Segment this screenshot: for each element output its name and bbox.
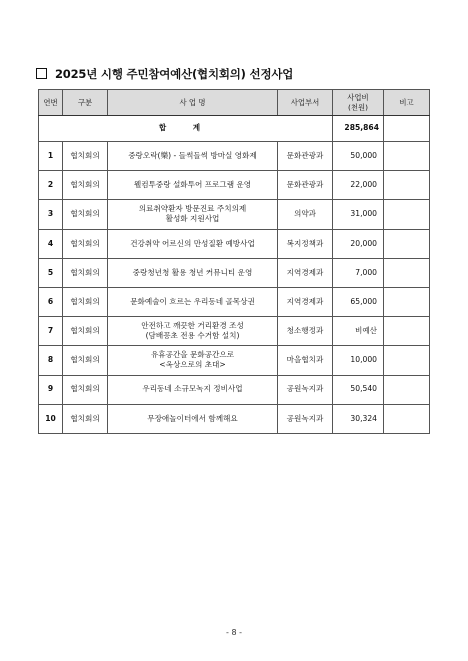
row-note [384,287,430,316]
row-dept: 공원녹지과 [278,404,333,433]
row-no: 2 [39,171,63,200]
project-table [38,89,430,434]
row-name: 문화예술이 흐르는 우리동네 골목상권 [108,287,278,316]
table-row [39,404,430,433]
header-name: 사 업 명 [108,90,278,116]
total-label: 합 계 [39,116,333,142]
row-note [384,404,430,433]
table-row [39,171,430,200]
row-budget: 31,000 [333,200,384,229]
header-budget: 사업비 (천원) [333,90,384,116]
row-dept: 마을협치과 [278,346,333,375]
row-budget: 10,000 [333,346,384,375]
row-no: 6 [39,287,63,316]
table-row [39,375,430,404]
total-note [384,116,430,142]
row-budget: 비예산 [333,317,384,346]
row-budget: 30,324 [333,404,384,433]
row-dept: 문화관광과 [278,171,333,200]
row-budget: 22,000 [333,171,384,200]
row-dept: 의약과 [278,200,333,229]
table-row [39,317,430,346]
page-number: - 8 - [226,628,242,637]
row-budget: 50,540 [333,375,384,404]
row-note [384,200,430,229]
row-name: 유휴공간을 문화공간으로 <옥상으로의 초대> [108,346,278,375]
row-dept: 지역경제과 [278,258,333,287]
row-note [384,317,430,346]
row-dept: 공원녹지과 [278,375,333,404]
row-name: 건강취약 어르신의 만성질환 예방사업 [108,229,278,258]
row-dept: 문화관광과 [278,142,333,171]
header-dept: 사업부서 [278,90,333,116]
row-no: 7 [39,317,63,346]
row-budget: 20,000 [333,229,384,258]
row-dept: 청소행정과 [278,317,333,346]
row-type: 협치회의 [63,258,108,287]
square-bullet-icon [36,68,47,79]
row-budget: 50,000 [333,142,384,171]
table-row [39,258,430,287]
row-type: 협치회의 [63,317,108,346]
row-dept: 지역경제과 [278,287,333,316]
row-type: 협치회의 [63,171,108,200]
row-dept: 복지정책과 [278,229,333,258]
row-type: 협치회의 [63,287,108,316]
row-note [384,375,430,404]
table-row [39,200,430,229]
header-note: 비고 [384,90,430,116]
table-row [39,229,430,258]
document-title [36,66,293,82]
row-note [384,258,430,287]
title-text: 2025년 시행 주민참여예산(협치회의) 선정사업 [55,67,294,81]
header-row [39,90,430,116]
table-row [39,346,430,375]
row-no: 9 [39,375,63,404]
row-no: 5 [39,258,63,287]
row-name: 중랑청년청 활용 청년 커뮤니티 운영 [108,258,278,287]
row-note [384,346,430,375]
total-value: 285,864 [333,116,384,142]
row-type: 협치회의 [63,142,108,171]
row-name: 중랑오락(樂) - 들썩들썩 방마실 영화제 [108,142,278,171]
row-no: 4 [39,229,63,258]
row-name: 의료취약환자 방문진료 주치의제 활성화 지원사업 [108,200,278,229]
row-type: 협치회의 [63,346,108,375]
row-name: 웰컴투중랑 설화투어 프로그램 운영 [108,171,278,200]
row-no: 1 [39,142,63,171]
row-type: 협치회의 [63,375,108,404]
header-type: 구분 [63,90,108,116]
row-name: 안전하고 깨끗한 거리환경 조성 (담배꽁초 전용 수거함 설치) [108,317,278,346]
total-row [39,116,430,142]
header-no: 연번 [39,90,63,116]
table-row [39,287,430,316]
row-note [384,171,430,200]
table-row [39,142,430,171]
row-note [384,229,430,258]
row-budget: 7,000 [333,258,384,287]
row-type: 협치회의 [63,229,108,258]
row-no: 8 [39,346,63,375]
row-type: 협치회의 [63,404,108,433]
row-name: 우리동네 소규모녹지 정비사업 [108,375,278,404]
row-note [384,142,430,171]
row-budget: 65,000 [333,287,384,316]
row-no: 10 [39,404,63,433]
row-no: 3 [39,200,63,229]
row-name: 무장애놀이터에서 함께해요 [108,404,278,433]
row-type: 협치회의 [63,200,108,229]
